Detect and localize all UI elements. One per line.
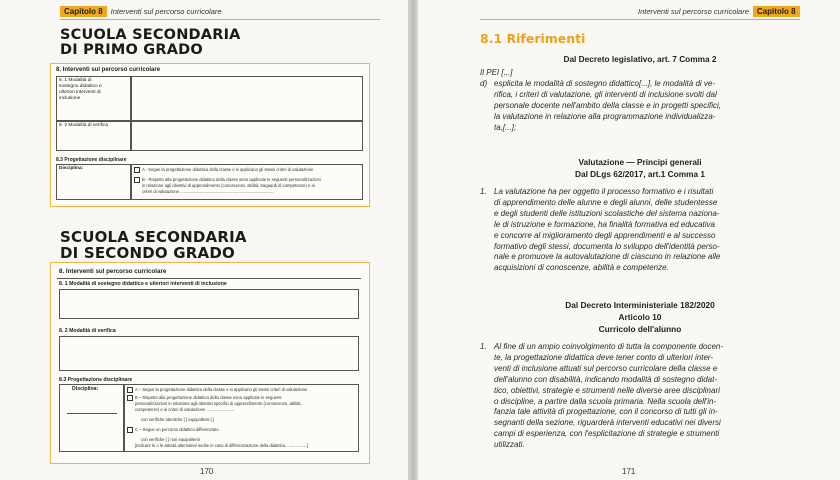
text-line: campi di esperienza, con l'esplicitazione di strategie e strumenti [494, 429, 720, 439]
text-line: di apprendimento delle alunne e degli alunni, delle studentesse [494, 197, 718, 207]
title-line: SCUOLA SECONDARIA [60, 228, 247, 246]
checkbox-icon[interactable] [127, 387, 133, 393]
option-text: A - Segue la progettazione didattica della classe e si applicano gli stessi criteri di valutazione [142, 167, 314, 173]
title-line: SCUOLA SECONDARIA [60, 27, 241, 43]
option-text: criteri di valutazione ................................................................................. [142, 189, 275, 194]
text-line: rifica, i criteri di valutazione, gli interventi di inclusione svolti dal [494, 89, 717, 99]
heading-line: Dal DLgs 62/2017, art.1 Comma 1 [574, 169, 706, 179]
form-secondo-grado [50, 262, 370, 464]
checkbox-icon[interactable] [127, 395, 133, 401]
section-title: 8.1 Riferimenti [480, 31, 586, 46]
cell-text: 8. 1 Modalità di [59, 78, 92, 83]
text-line: Al fine di un ampio coinvolgimento di tutta la componente docen- [494, 342, 724, 351]
pei-text: Il PEI [...] [480, 68, 513, 77]
text-line: acquisizioni di conoscenze, abilità e competenze. [494, 263, 669, 273]
disciplina-line[interactable] [67, 413, 117, 414]
text-line: dell'alunno con disabilità, indicando modalità di sostegno didat- [494, 374, 718, 384]
left-running-header [60, 6, 222, 17]
sec-progettazione: 8.3 Progettazione disciplinare [59, 377, 133, 383]
option-text: [indicare le o le attività alternative svolte in caso di differenziazione della didattica...................] [135, 443, 309, 448]
right-page [418, 0, 840, 480]
text-line: e concorre al miglioramento degli apprendimenti e al successo [494, 230, 716, 240]
text-line: e degli studenti delle istituzioni scolastiche del sistema naziona- [494, 208, 720, 218]
option-text: C – Segue un percorso didattico differenziato [135, 427, 219, 433]
cell-sostegno-label [56, 76, 131, 121]
option-text: personalizzazioni in relazione agli obiettivi specifici di apprendimento (conoscenze, abilità, [135, 401, 302, 406]
title-secondo-grado [60, 229, 247, 261]
option-text: con verifiche identiche [ ] equipollenti [ ] [141, 417, 215, 422]
text-line: venti di inclusione attuati sul percorso curricolare della classe e [494, 363, 718, 373]
title-line: DI PRIMO GRADO [60, 42, 203, 58]
chapter-subtitle: Interventi sul percorso curricolare [638, 7, 749, 16]
text-line: segnanti della sezione, riguarderà interventi educativi nei diversi [494, 418, 721, 428]
paragraph-curricolo [494, 342, 723, 451]
text-line: nale e promuove la autovalutazione di ciascuno in relazione alle [494, 252, 721, 262]
cell-sostegno-input[interactable] [131, 76, 363, 121]
checkbox-icon[interactable] [127, 427, 133, 433]
text-line: le di istruzione e formazione, ha finalità formativa ed educativa [494, 219, 716, 229]
option-text: in relazione agli obiettivi di apprendimento (conoscenze, abilità, traguardi di competenze) e ai [142, 183, 315, 188]
list-marker-1: 1. [480, 187, 487, 196]
heading-decreto-interministeriale [480, 299, 800, 335]
cell-text: ulteriori interventi di [59, 90, 101, 95]
text-line: formativo degli stessi, documenta lo sviluppo dell'identità perso- [494, 241, 720, 251]
text-line: la valutazione in relazione alla programmazione individualizza- [494, 111, 716, 121]
chapter-subtitle: Interventi sul percorso curricolare [110, 7, 222, 16]
text-line: ta,[...]; [494, 122, 517, 132]
option-a[interactable] [134, 167, 313, 173]
option-text: con verifiche [ ] non equipollenti [141, 437, 200, 442]
input-verifica[interactable] [59, 336, 359, 371]
left-page [0, 0, 410, 480]
header-rule [60, 19, 380, 20]
text-line: esplicita le modalità di sostegno didattico[...], le modalità di ve- [494, 79, 716, 88]
option-text: B – Rispetto alla progettazione didattica della classe sono applicate le seguenti [135, 395, 282, 401]
input-sostegno[interactable] [59, 289, 359, 319]
cell-text: inclusione [59, 96, 81, 101]
text-line: tico, obiettivi, strategie e strumenti nelle diverse aree disciplinari [494, 385, 720, 395]
cell-verifica-input[interactable] [131, 121, 363, 151]
sec-sostegno: 8. 1 Modalità di sostegno didattico e ulteriori interventi di inclusione [59, 281, 227, 287]
cell-disciplina-label: Disciplina: [59, 384, 124, 452]
chapter-badge: Capitolo 8 [753, 6, 800, 17]
checkbox-icon[interactable] [134, 177, 140, 183]
page-number: 171 [622, 467, 636, 476]
form-title: 8. Interventi sul percorso curricolare [59, 268, 167, 275]
text-line: utilizzati. [494, 440, 525, 450]
heading-line: Articolo 10 [618, 312, 662, 322]
cell-text: sostegno didattico e [59, 84, 102, 89]
checkbox-icon[interactable] [134, 167, 140, 173]
page-number: 170 [200, 467, 214, 476]
text-line: personale docente nell'ambito della classe e in progetti specifici, [494, 100, 721, 110]
form-primo-grado [50, 63, 370, 207]
heading-line: Curricolo dell'alunno [598, 324, 682, 334]
paragraph-d [494, 79, 721, 134]
title-primo-grado [60, 28, 241, 58]
text-line: La valutazione ha per oggetto il processo formativo e i risultati [494, 187, 714, 196]
option-a[interactable] [127, 387, 307, 393]
heading-line: Dal Decreto Interministeriale 182/2020 [565, 300, 715, 310]
divider [57, 278, 361, 279]
chapter-badge: Capitolo 8 [60, 6, 107, 17]
list-marker-d: d) [480, 79, 488, 88]
title-line: DI SECONDO GRADO [60, 244, 235, 262]
heading-decreto-legislativo: Dal Decreto legislativo, art. 7 Comma 2 [563, 54, 717, 64]
option-text: B - Rispetto alla progettazione didattica della classe sono applicate le seguenti personalizzazioni [142, 177, 321, 183]
cell-disciplina-options [131, 164, 363, 200]
cell-disciplina-label: Disciplina: [56, 164, 131, 200]
header-rule [480, 19, 800, 20]
paragraph-valutazione [494, 187, 720, 274]
heading-valutazione [480, 156, 800, 180]
heading-line: Valutazione — Principi generali [578, 157, 702, 167]
sec-progettazione: 8.3 Progettazione disciplinare [56, 157, 127, 163]
option-c[interactable] [127, 427, 219, 433]
right-running-header [638, 6, 800, 17]
cell-options [124, 384, 359, 452]
list-marker-1b: 1. [480, 342, 487, 351]
form-title: 8. Interventi sul percorso curricolare [56, 67, 161, 73]
option-text: competenze) e ai criteri di valutazione ........................ [135, 407, 235, 412]
text-line: fanzia tale attività di progettazione, con il concorso di tutti gli in- [494, 407, 718, 417]
text-line: te, la progettazione didattica deve tener conto di ulteriori inter- [494, 352, 714, 362]
cell-verifica-label: 8. 2 Modalità di verifica [56, 121, 131, 151]
sec-verifica: 8. 2 Modalità di verifica [59, 328, 116, 334]
text-line: o discipline, a partire dalla scuola primaria. Nella scuola dell'in- [494, 396, 717, 406]
option-text: A – Segue la progettazione didattica della classe e si applicano gli stessi criteri di valutazione [135, 387, 308, 393]
